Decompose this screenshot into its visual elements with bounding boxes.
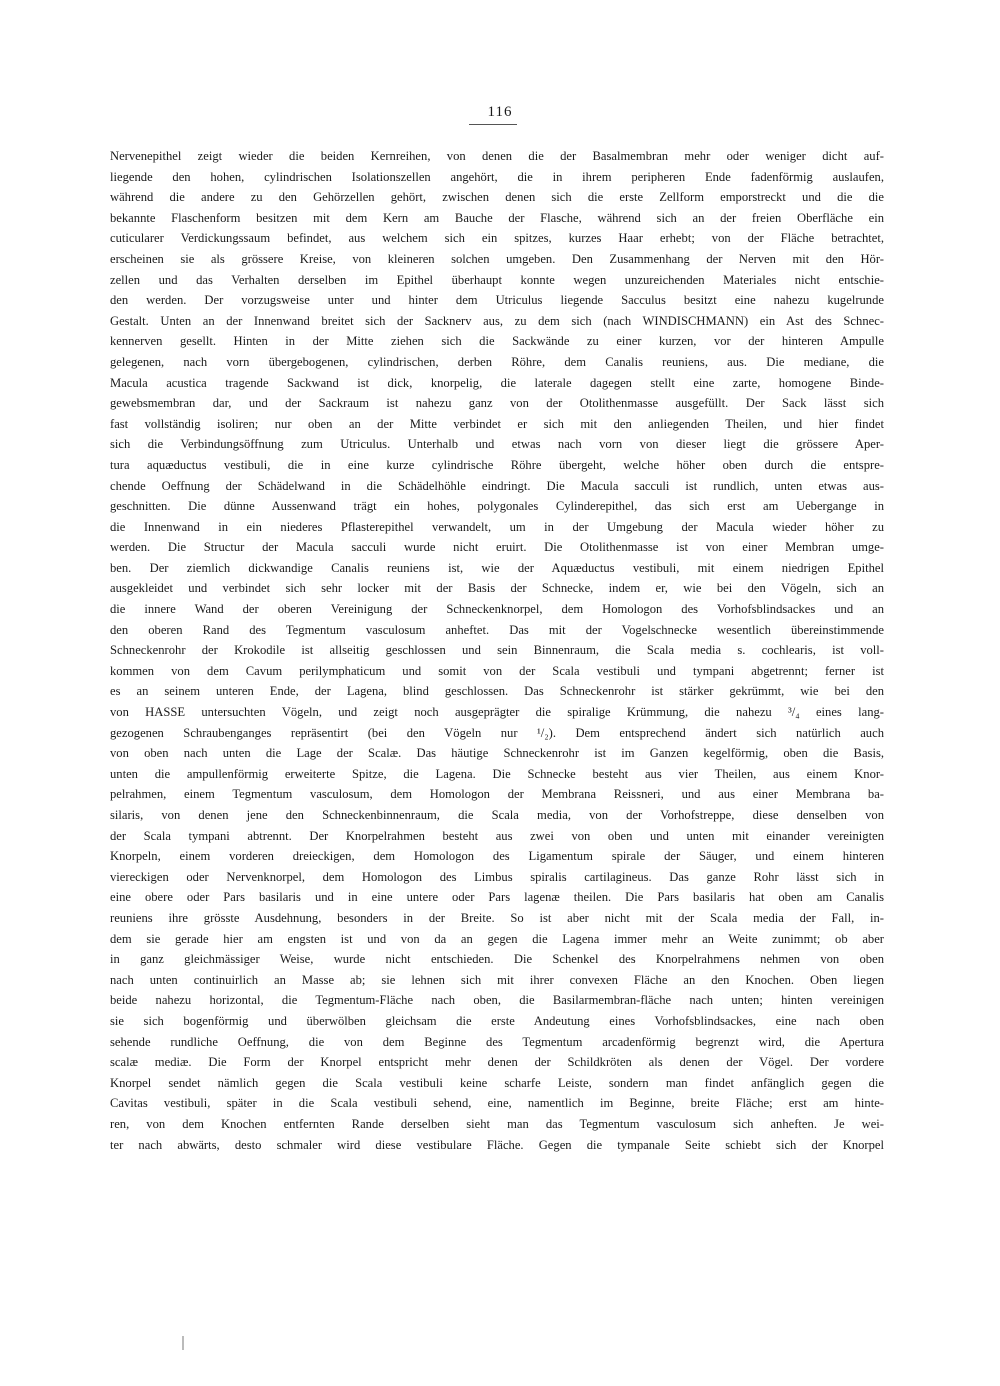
text-line: während die andere zu den Gehörzellen gehört, zwischen denen sich die erste Zellform emporstreckt und die die: [110, 190, 884, 205]
text-line: Gestalt. Unten an der Innenwand breitet sich der Sacknerv aus, zu dem sich (nach WINDISCHMANN) ein Ast des Schnec-: [110, 313, 884, 328]
text-line: Cavitas vestibuli, später in die Scala vestibuli sehend, eine, namentlich im Beginne, breite Fläche; erst am hinte-: [110, 1096, 884, 1111]
text-line: Macula acustica tragende Sackwand ist dick, knorpelig, die laterale dagegen stellt eine zarte, homogene Binde-: [110, 375, 884, 390]
text-line: fast vollständig isoliren; nur oben an der Mitte verbindet er sich mit den anliegenden Theilen, und hier findet: [110, 416, 884, 431]
text-line: in ganz gleichmässiger Weise, wurde nicht entschieden. Die Schenkel des Knorpelrahmens nehmen von oben: [110, 952, 884, 967]
text-line: geschnitten. Die dünne Aussenwand trägt ein hohes, polygonales Cylinderepithel, das sich erst am Uebergange in: [110, 499, 884, 514]
text-line: gelegenen, nach vorn übergebogenen, cylindrischen, derben Röhre, dem Canalis reuniens, aus. Die mediane, die: [110, 354, 884, 369]
text-line: tura aquæductus vestibuli, die in eine kurze cylindrische Röhre übergeht, welche höher oben durch die entspre-: [110, 457, 884, 472]
text-line: kommen von dem Cavum perilymphaticum und somit von der Scala vestibuli und tympani abgetrennt; ferner ist: [110, 663, 884, 678]
text-line: pelrahmen, einem Tegmentum vasculosum, dem Homologon der Membrana Reissneri, und aus einer Membrana ba-: [110, 787, 884, 802]
body-text: [110, 146, 884, 1155]
text-line: ausgekleidet und verbindet sich sehr locker mit der Basis der Schnecke, indem er, wie bei den Vögeln, sich an: [110, 581, 884, 596]
text-line: cuticularer Verdickungssaum befindet, aus welchem sich ein spitzes, kurzes Haar erhebt; von der Fläche betrachtet,: [110, 231, 884, 246]
text-line: die Innenwand in ein niederes Pflasterepithel verwandelt, um in der Umgebung der Macula wieder höher zu: [110, 519, 884, 534]
text-line: von oben nach unten die Lage der Scalæ. Das häutige Schneckenrohr ist im Ganzen kegelförmig, oben die Basis,: [110, 746, 884, 761]
text-line: sie sich bogenförmig und überwölben gleichsam die erste Andeutung eines Vorhofsblindsackes, eine nach oben: [110, 1013, 884, 1028]
text-line: reuniens ihre grösste Ausdehnung, besonders in der Breite. So ist aber nicht mit der Scala media der Fall, in-: [110, 910, 884, 925]
margin-mark: [182, 1336, 184, 1350]
text-line: sich die Verbindungsöffnung zum Utriculus. Unterhalb und etwas nach vorn von dieser liegt die grössere Aper-: [110, 437, 884, 452]
text-line: zellen und das Verhalten derselben im Epithel überhaupt konnte wegen unzureichenden Materiales nicht entschie-: [110, 272, 884, 287]
text-line: erscheinen sie als grössere Kreise, von kleineren solchen umgeben. Den Zusammenhang der Nerven mit den Hör-: [110, 251, 884, 266]
text-line: Nervenepithel zeigt wieder die beiden Kernreihen, von denen die der Basalmembran mehr oder weniger dicht auf-: [110, 149, 884, 163]
page-number-rule: [469, 124, 517, 125]
text-line: silaris, von denen jene den Schneckenbinnenraum, die Scala media, von der Vorhofstreppe, diese denselben von: [110, 808, 884, 822]
text-line: beide nahezu horizontal, die Tegmentum-Fläche nach oben, die Basilarmembran-fläche nach unten; hinten vereinigen: [110, 993, 884, 1008]
page-number: 116: [487, 104, 513, 120]
text-line: sehende rundliche Oeffnung, die von dem Beginne des Tegmentum arcadenförmig begrenzt wird, die Apertura: [110, 1034, 884, 1049]
text-line: es an seinem unteren Ende, der Lagena, blind geschlossen. Das Schneckenrohr ist stärker gekrümmt, wie bei den: [110, 684, 884, 699]
text-line: viereckigen oder Nervenknorpel, dem Homologon des Limbus spiralis cartilagineus. Das ganze Rohr lässt sich in: [110, 869, 884, 884]
text-line: Knorpeln, einem vorderen dreieckigen, dem Homologon des Ligamentum spirale der Säuger, und einem hinteren: [110, 849, 884, 864]
text-line: Schneckenrohr der Krokodile ist allseitig geschlossen und sein Binnenraum, die Scala media s. cochlearis, ist voll-: [110, 643, 884, 658]
text-line: scalæ mediæ. Die Form der Knorpel entspricht mehr denen der Schildkröten als denen der Vögel. Der vordere: [110, 1055, 884, 1070]
text-line: Knorpel sendet nämlich gegen die Scala vestibuli keine scharfe Leiste, sondern man findet anfänglich gegen die: [110, 1075, 884, 1090]
text-line: eine obere oder Pars basilaris und in eine untere oder Pars lagenæ theilen. Die Pars basilaris hat oben am Canalis: [110, 890, 884, 905]
text-line: chende Oeffnung der Schädelwand in die Schädelhöhle eindringt. Die Macula sacculi ist rundlich, unten etwas aus-: [110, 478, 884, 493]
text-line: ben. Der ziemlich dickwandige Canalis reuniens ist, wie der Aquæductus vestibuli, mit einem niedrigen Epithel: [110, 560, 884, 575]
text-line: die innere Wand der oberen Vereinigung der Schneckenknorpel, dem Homologon des Vorhofsblindsackes und an: [110, 602, 884, 617]
text-line: den werden. Der vorzugsweise unter und hinter dem Utriculus liegende Sacculus besitzt eine nahezu kugelrunde: [110, 293, 884, 308]
text-line: bekannte Flaschenform besitzen mit dem Kern am Bauche der Flasche, während sich an der freien Oberfläche ein: [110, 210, 884, 225]
text-line: von HASSE untersuchten Vögeln, und zeigt noch ausgeprägter die spiralige Krümmung, die nahezu ³/₄ eines lang-: [110, 705, 884, 720]
text-line: dem sie gerade hier am engsten ist und von da an gegen die Lagena immer mehr an Weite zunimmt; ob aber: [110, 931, 884, 946]
text-line: werden. Die Structur der Macula sacculi wurde nicht eruirt. Die Otolithenmasse ist von einer Membran umge-: [110, 540, 884, 555]
text-line: kennerven gesellt. Hinten in der Mitte ziehen sich die Sackwände zu einer kurzen, vor der hinteren Ampulle: [110, 334, 884, 349]
text-line: liegende den hohen, cylindrischen Isolationszellen angehört, die in ihrem peripheren Ende fadenförmig auslaufen,: [110, 169, 884, 184]
text-line: der Scala tympani abtrennt. Der Knorpelrahmen besteht aus zwei von oben und unten mit einander vereinigten: [110, 828, 884, 843]
text-line: ter nach abwärts, desto schmaler wird diese vestibulare Fläche. Gegen die tympanale Seite schiebt sich der Knorpel: [110, 1137, 884, 1152]
text-line: gezogenen Schraubenganges repräsentirt (bei den Vögeln nur ¹/₂). Dem entsprechend ändert sich natürlich auch: [110, 725, 884, 740]
text-line: unten die ampullenförmig erweiterte Spitze, die Lagena. Die Schnecke besteht aus vier Theilen, aus einem Knor-: [110, 766, 884, 781]
text-line: gewebsmembran dar, und der Sackraum ist nahezu ganz von der Otolithenmasse ausgefüllt. Der Sack lässt sich: [110, 396, 884, 411]
text-line: nach unten continuirlich an Masse ab; sie lehnen sich mit ihrer convexen Fläche an den Knochen. Oben liegen: [110, 972, 884, 987]
text-line: den oberen Rand des Tegmentum vasculosum anheftet. Das mit der Vogelschnecke wesentlich übereinstimmende: [110, 622, 884, 637]
text-line: ren, von dem Knochen entfernten Rande derselben sieht man das Tegmentum vasculosum sich anheften. Je wei-: [110, 1116, 884, 1131]
